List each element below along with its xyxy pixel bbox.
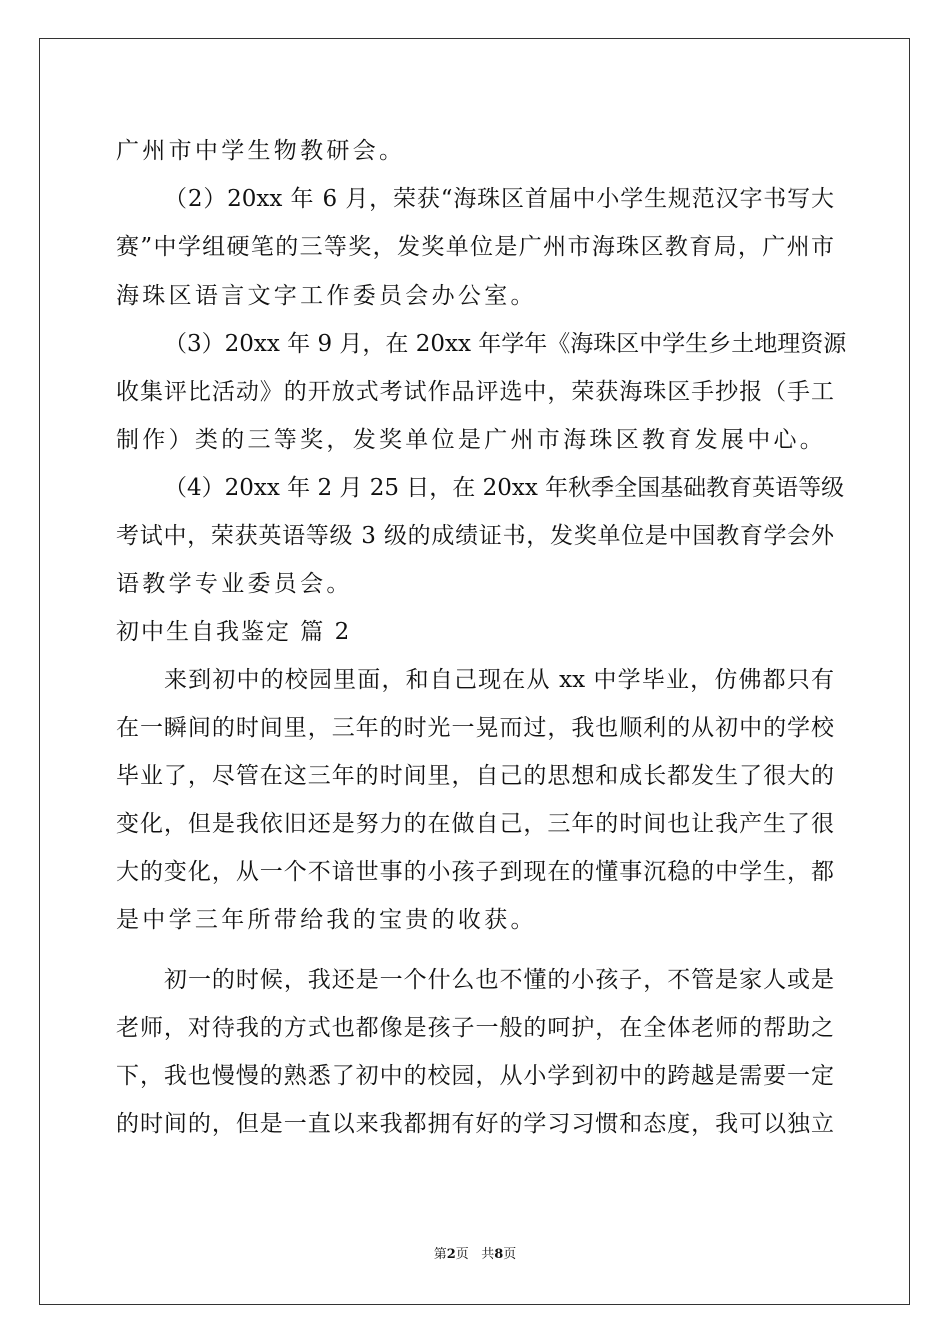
text-line: 变化，但是我依旧还是努力的在做自己，三年的时间也让我产生了很 [116,811,834,837]
text-line: 的时间的，但是一直以来我都拥有好的学习习惯和态度，我可以独立 [116,1111,834,1137]
text-line: 毕业了，尽管在这三年的时间里，自己的思想和成长都发生了很大的 [116,763,834,789]
text-line: 考试中，荣获英语等级 3 级的成绩证书，发奖单位是中国教育学会外 [116,523,834,549]
text-line: 大的变化，从一个不谙世事的小孩子到现在的懂事沉稳的中学生，都 [116,859,834,885]
page-footer [0,1245,950,1265]
text-line: 制作）类的三等奖，发奖单位是广州市海珠区教育发展中心。 [116,427,827,453]
total-number: 8 [494,1247,504,1262]
section-heading: 初中生自我鉴定 篇 2 [116,619,352,645]
page-prefix: 第 [433,1247,447,1262]
text-line: 海珠区语言文字工作委员会办公室。 [116,283,537,309]
text-line: 语教学专业委员会。 [116,571,353,597]
text-line: （4）20xx 年 2 月 25 日，在 20xx 年秋季全国基础教育英语等级 [164,475,845,501]
text-line: 老师，对待我的方式也都像是孩子一般的呵护，在全体老师的帮助之 [116,1015,834,1041]
text-line: 是中学三年所带给我的宝贵的收获。 [116,907,537,933]
total-suffix: 页 [503,1247,517,1262]
text-line: 赛”中学组硬笔的三等奖，发奖单位是广州市海珠区教育局，广州市 [116,234,834,260]
text-line: 广州市中学生物教研会。 [116,138,406,164]
text-line: 下，我也慢慢的熟悉了初中的校园，从小学到初中的跨越是需要一定 [116,1063,834,1089]
page-number: 2 [446,1247,456,1262]
text-line: 初一的时候，我还是一个什么也不懂的小孩子，不管是家人或是 [164,967,834,993]
page-suffix: 页 [455,1247,469,1262]
text-line: （3）20xx 年 9 月，在 20xx 年学年《海珠区中学生乡土地理资源 [164,331,847,357]
text-line: 收集评比活动》的开放式考试作品评选中，荣获海珠区手抄报（手工 [116,379,834,405]
text-line: （2）20xx 年 6 月，荣获“海珠区首届中小学生规范汉字书写大 [164,186,834,212]
text-line: 在一瞬间的时间里，三年的时光一晃而过，我也顺利的从初中的学校 [116,715,834,741]
text-line: 来到初中的校园里面，和自己现在从 xx 中学毕业，仿佛都只有 [164,667,834,693]
total-prefix: 共 [481,1247,495,1262]
